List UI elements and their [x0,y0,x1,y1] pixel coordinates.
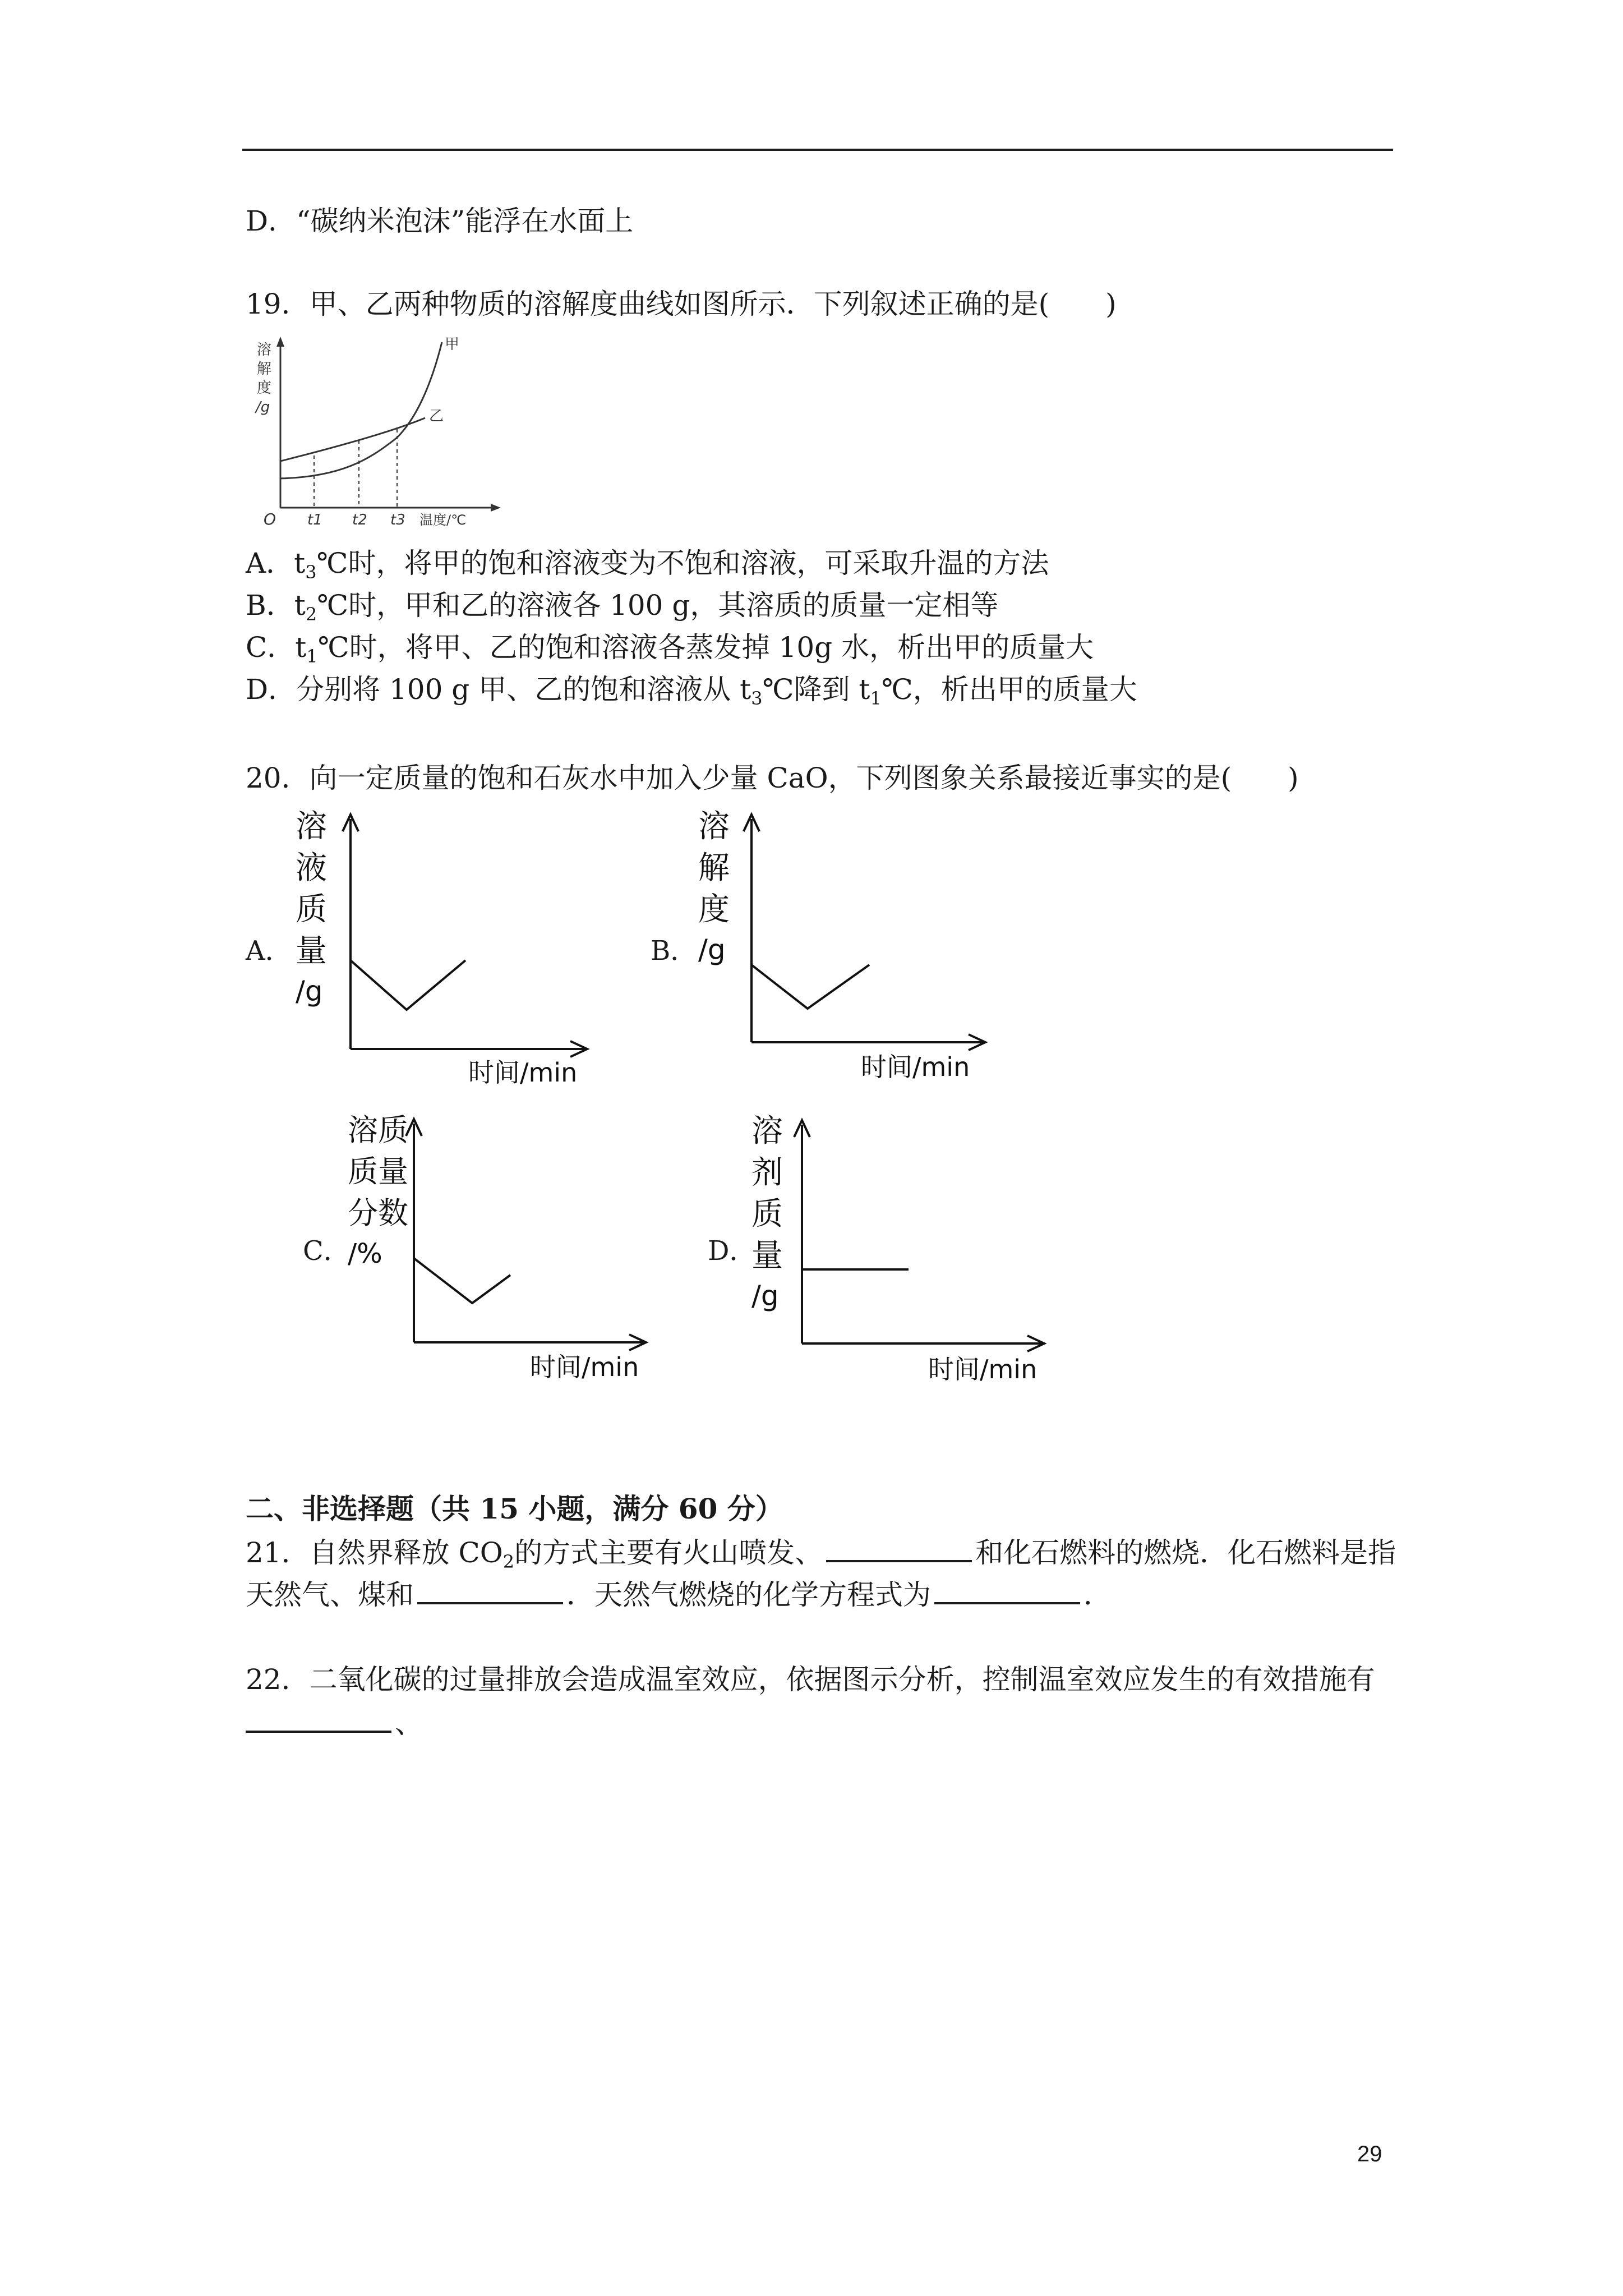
q20-stem: 20．向一定质量的饱和石灰水中加入少量 CaO，下列图象关系最接近事实的是( ) [246,762,1299,794]
q20-graph-a-label: A． [246,935,292,967]
q19-xtick-t3: t3 [390,512,405,528]
graph-d-ylabel-2: 剂 [751,1154,783,1191]
q21-blank-3[interactable] [934,1575,1080,1604]
q22-line1: 22．二氧化碳的过量排放会造成温室效应，依据图示分析，控制温室效应发生的有效措施有 [246,1663,1375,1696]
q22-line2: 、 [246,1704,423,1741]
q19-xlabel: 温度/℃ [419,512,467,528]
q19-curve-label-jia: 甲 [445,336,460,353]
q22-blank-1[interactable] [246,1704,391,1733]
q20-graph-a [283,802,620,1094]
graph-a-xlabel: 时间/min [468,1057,578,1088]
graph-c-xlabel: 时间/min [530,1352,639,1382]
section2-heading: 二、非选择题（共 15 小题，满分 60 分） [246,1492,783,1525]
q19-option-b: B．$t_2℃$时，甲和乙的溶液各 100 g，其溶质的质量一定相等 [246,589,999,625]
q20-graph-d-label: D． [708,1235,757,1267]
q21-line2: 天然气、煤和 ．天然气燃烧的化学方程式为 ． [246,1575,1112,1613]
graph-c-ylabel-4: /% [348,1238,382,1269]
graph-a-ylabel-1: 溶 [296,808,327,845]
q19-ylabel-4: /g [256,399,270,416]
q21-blank-2[interactable] [417,1575,563,1604]
graph-b-ylabel-4: /g [698,933,726,966]
graph-a-ylabel-5: /g [296,975,323,1007]
q20-graph-c-label: C． [303,1235,351,1267]
graph-d-ylabel-5: /g [751,1280,779,1312]
q19-xtick-t2: t2 [352,512,367,528]
q19-ylabel-2: 解 [257,361,272,378]
graph-d-ylabel-4: 量 [751,1237,783,1274]
q20-graph-d [746,1108,1082,1400]
q19-origin: O [264,510,276,528]
graph-a-ylabel-2: 液 [296,850,327,886]
graph-c-ylabel-2: 质量 [348,1154,408,1189]
graph-b-xlabel: 时间/min [861,1052,970,1082]
q19-xtick-t1: t1 [307,512,322,528]
q19-ylabel-1: 溶 [257,342,272,358]
q21-blank-1[interactable] [826,1533,972,1562]
graph-a-ylabel-3: 质 [296,891,327,928]
graph-d-ylabel-1: 溶 [751,1113,783,1149]
graph-d-ylabel-3: 质 [751,1196,783,1232]
header-rule [242,149,1393,151]
graph-a-ylabel-4: 量 [296,933,327,969]
q19-stem: 19．甲、乙两种物质的溶解度曲线如图所示．下列叙述正确的是( ) [246,288,1117,320]
q19-solubility-figure [246,331,509,539]
q20-graph-c [342,1108,679,1400]
q20-graph-b-label: B． [651,935,698,967]
q21-line1: 21．自然界释放 $CO_2$的方式主要有火山喷发、 和化石燃料的燃烧．化石燃料是指 [246,1533,1396,1571]
q19-ylabel-3: 度 [257,380,272,397]
graph-b-ylabel-2: 解 [698,850,730,886]
q20-graph-b [681,802,1018,1094]
graph-c-ylabel-1: 溶质 [348,1112,408,1148]
q18-option-d: D．“碳纳米泡沫”能浮在水面上 [246,205,634,237]
graph-d-xlabel: 时间/min [928,1354,1038,1384]
page-number: 29 [1357,2142,1382,2166]
graph-b-ylabel-1: 溶 [698,808,730,845]
q19-option-c: C．$t_1℃$时，将甲、乙的饱和溶液各蒸发掉 10g 水，析出甲的质量大 [246,631,1094,667]
q19-option-a: A．$t_3℃$时，将甲的饱和溶液变为不饱和溶液，可采取升温的方法 [246,547,1049,583]
q19-option-d: D．分别将 100 g 甲、乙的饱和溶液从 $t_3℃$降到 $t_1℃$，析出甲的质量大 [246,673,1137,709]
graph-c-ylabel-3: 分数 [348,1195,408,1231]
graph-b-ylabel-3: 度 [698,891,730,928]
q19-curve-label-yi: 乙 [429,408,444,425]
